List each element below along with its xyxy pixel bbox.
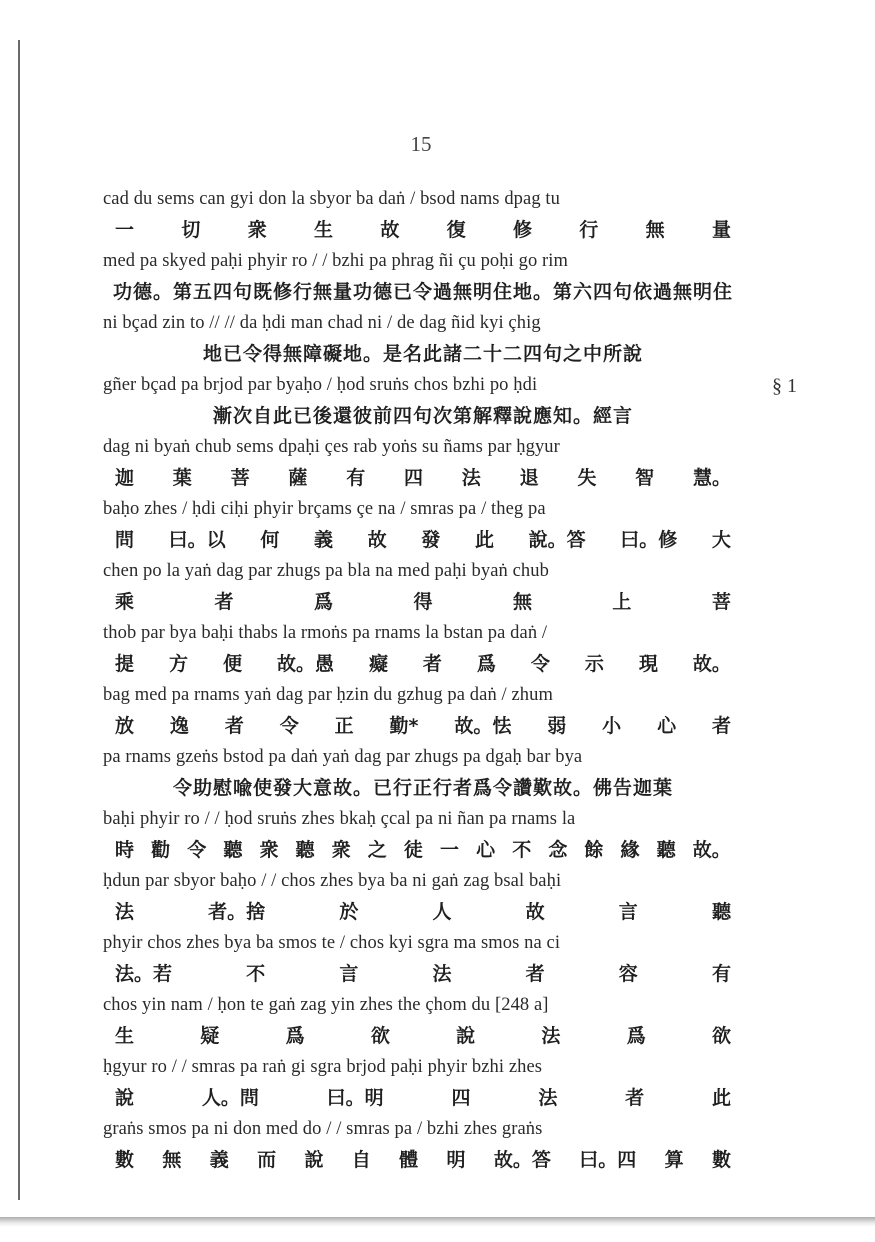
chinese-line	[103, 835, 743, 866]
chinese-glyph-group: 有	[346, 467, 366, 489]
chinese-glyph-group: 生	[313, 219, 333, 241]
tibetan-line: chos yin nam / ḥon te gaṅ zag yin zhes the çhom du [248 a]	[103, 995, 549, 1015]
tibetan-line: baḥi phyir ro / / ḥod sruṅs zhes bkaḥ çcal pa ni ñan pa rnams la	[103, 809, 576, 829]
chinese-glyph-group: 人	[432, 901, 452, 923]
chinese-glyph-group: 徒	[403, 839, 423, 861]
chinese-glyph-group: 衆	[259, 839, 279, 861]
chinese-glyph-group: 放	[115, 715, 135, 737]
chinese-glyph-group: 慧。	[692, 467, 731, 489]
chinese-glyph-group: 爲	[313, 591, 333, 613]
chinese-glyph-group: 者。捨	[208, 901, 266, 923]
chinese-glyph-group: 法	[541, 1025, 561, 1047]
chinese-glyph-group: 問	[115, 529, 135, 551]
chinese-glyph-group: 無	[162, 1149, 182, 1171]
chinese-glyph-group: 方	[168, 653, 188, 675]
chinese-line	[103, 1021, 743, 1052]
chinese-glyph-group: 疑	[200, 1025, 220, 1047]
chinese-glyph-group: 現	[638, 653, 658, 675]
chinese-glyph-group: 故。愚	[276, 653, 334, 675]
chinese-glyph-group: 令	[279, 715, 299, 737]
chinese-line	[103, 897, 743, 928]
chinese-glyph-group: 無	[645, 219, 665, 241]
chinese-glyph-group: 者	[525, 963, 545, 985]
chinese-glyph-group: 失	[577, 467, 597, 489]
tibetan-line: dag ni byaṅ chub sems dpaḥi çes rab yoṅs su ñams par ḥgyur	[103, 437, 560, 457]
tibetan-line: baḥo zhes / ḥdi ciḥi phyir brçams çe na / smras pa / theg pa	[103, 499, 546, 519]
chinese-glyph-group: 退	[519, 467, 539, 489]
chinese-glyph-group: 逸	[169, 715, 189, 737]
chinese-glyph-group: 法	[538, 1087, 558, 1109]
tibetan-line: ḥgyur ro / / smras pa raṅ gi sgra brjod paḥi phyir bzhi zhes	[103, 1057, 543, 1077]
chinese-glyph-group: 令	[187, 839, 207, 861]
chinese-glyph-group: 復	[446, 219, 466, 241]
chinese-line	[103, 649, 743, 680]
chinese-glyph-group: 衆	[331, 839, 351, 861]
chinese-glyph-group: 何	[260, 529, 280, 551]
tibetan-line: thob par bya baḥi thabs la rmoṅs pa rnams la bstan pa daṅ /	[103, 623, 548, 643]
chinese-glyph-group: 法。若	[115, 963, 173, 985]
chinese-glyph-group: 大	[711, 529, 731, 551]
chinese-glyph-group: 曰。明	[326, 1087, 384, 1109]
chinese-glyph-group: 人。問	[201, 1087, 259, 1109]
tibetan-line: bag med pa rnams yaṅ dag par ḥzin du gzhug pa daṅ / zhum	[103, 685, 553, 705]
chinese-glyph-group: 爲	[285, 1025, 305, 1047]
chinese-line	[103, 463, 743, 494]
chinese-glyph-group: 數	[115, 1149, 135, 1171]
chinese-glyph-group: 勸	[151, 839, 171, 861]
chinese-line	[103, 959, 743, 990]
chinese-glyph-group: 弱	[547, 715, 567, 737]
chinese-glyph-group: 者	[214, 591, 234, 613]
tibetan-line: cad du sems can gyi don la sbyor ba daṅ / bsod nams dpag tu	[103, 189, 561, 209]
chinese-glyph-group: 心	[476, 839, 496, 861]
chinese-glyph-group: 言	[618, 901, 638, 923]
chinese-glyph-group: 說。答	[528, 529, 586, 551]
chinese-glyph-group: 餘	[584, 839, 604, 861]
chinese-glyph-group: 迦	[115, 467, 135, 489]
chinese-glyph-group: 聽	[656, 839, 676, 861]
chinese-line	[103, 587, 743, 618]
chinese-glyph-group: 緣	[620, 839, 640, 861]
chinese-glyph-group: 有	[711, 963, 731, 985]
chinese-glyph-group: 勤*	[389, 715, 419, 737]
chinese-glyph-group: 故。答	[493, 1149, 551, 1171]
chinese-glyph-group: 正	[334, 715, 354, 737]
tibetan-line: pa rnams gzeṅs bstod pa daṅ yaṅ dag par zhugs pa dgaḥ bar bya	[103, 747, 583, 767]
chinese-glyph-group: 聽	[711, 901, 731, 923]
text-body	[103, 184, 743, 1176]
chinese-glyph-group: 法	[461, 467, 481, 489]
page-number: 15	[410, 132, 432, 156]
chinese-glyph-group: 乘	[115, 591, 135, 613]
chinese-glyph-group: 爲	[476, 653, 496, 675]
chinese-glyph-group: 法	[115, 901, 135, 923]
chinese-glyph-group: 爲	[626, 1025, 646, 1047]
chinese-glyph-group: 者	[224, 715, 244, 737]
chinese-glyph-group: 行	[579, 219, 599, 241]
page-bottom-shadow	[0, 1217, 875, 1227]
chinese-glyph-group: 曰。修	[620, 529, 678, 551]
chinese-glyph-group: 故	[380, 219, 400, 241]
chinese-line: 令助慰喩使發大意故。已行正行者爲令讚歎故。佛告迦葉	[172, 777, 673, 799]
chinese-line: 功德。第五四句既修行無量功德已令過無明住地。第六四句依過無明住	[113, 281, 734, 303]
chinese-line	[103, 1083, 743, 1114]
chinese-glyph-group: 發	[421, 529, 441, 551]
chinese-glyph-group: 得	[413, 591, 433, 613]
chinese-glyph-group: 言	[339, 963, 359, 985]
chinese-glyph-group: 曰。以	[168, 529, 226, 551]
chinese-glyph-group: 切	[181, 219, 201, 241]
chinese-glyph-group: 念	[548, 839, 568, 861]
chinese-glyph-group: 數	[711, 1149, 731, 1171]
section-mark: § 1	[772, 375, 797, 397]
chinese-glyph-group: 說	[304, 1149, 324, 1171]
chinese-glyph-group: 自	[351, 1149, 371, 1171]
tibetan-line: phyir chos zhes bya ba smos te / chos kyi sgra ma smos na ci	[103, 933, 561, 953]
chinese-glyph-group: 令	[530, 653, 550, 675]
chinese-line	[103, 525, 743, 556]
chinese-glyph-group: 此	[474, 529, 494, 551]
chinese-glyph-group: 便	[222, 653, 242, 675]
chinese-line: 地已令得無障礙地。是名此諸二十二四句之中所說	[202, 343, 643, 365]
chinese-glyph-group: 不	[512, 839, 532, 861]
chinese-glyph-group: 體	[399, 1149, 419, 1171]
chinese-line	[103, 711, 743, 742]
chinese-glyph-group: 無	[512, 591, 532, 613]
chinese-glyph-group: 曰。四	[579, 1149, 637, 1171]
chinese-glyph-group: 者	[422, 653, 442, 675]
chinese-glyph-group: 上	[612, 591, 632, 613]
chinese-glyph-group: 欲	[370, 1025, 390, 1047]
chinese-glyph-group: 薩	[288, 467, 308, 489]
chinese-glyph-group: 提	[115, 653, 135, 675]
chinese-glyph-group: 心	[657, 715, 677, 737]
chinese-glyph-group: 義	[209, 1149, 229, 1171]
chinese-glyph-group: 者	[625, 1087, 645, 1109]
chinese-glyph-group: 聽	[295, 839, 315, 861]
chinese-glyph-group: 菩	[711, 591, 731, 613]
chinese-glyph-group: 此	[711, 1087, 731, 1109]
chinese-line	[103, 1145, 743, 1176]
chinese-glyph-group: 小	[602, 715, 622, 737]
chinese-glyph-group: 生	[115, 1025, 135, 1047]
chinese-glyph-group: 一	[115, 219, 135, 241]
chinese-glyph-group: 而	[257, 1149, 277, 1171]
tibetan-line: graṅs smos pa ni don med do / / smras pa / bzhi zhes graṅs	[103, 1119, 543, 1139]
chinese-glyph-group: 一	[439, 839, 459, 861]
chinese-glyph-group: 者	[711, 715, 731, 737]
chinese-glyph-group: 故	[525, 901, 545, 923]
chinese-glyph-group: 故	[367, 529, 387, 551]
chinese-glyph-group: 欲	[711, 1025, 731, 1047]
chinese-glyph-group: 四	[403, 467, 423, 489]
chinese-glyph-group: 菩	[230, 467, 250, 489]
chinese-glyph-group: 說	[115, 1087, 135, 1109]
chinese-glyph-group: 算	[664, 1149, 684, 1171]
chinese-glyph-group: 葉	[172, 467, 192, 489]
chinese-glyph-group: 法	[432, 963, 452, 985]
chinese-line: 漸次自此已後還彼前四句次第解釋說應知。經言	[212, 405, 633, 427]
chinese-glyph-group: 容	[618, 963, 638, 985]
chinese-glyph-group: 故。怯	[454, 715, 512, 737]
chinese-glyph-group: 四	[451, 1087, 471, 1109]
chinese-glyph-group: 故。	[692, 839, 731, 861]
tibetan-line: gñer bçad pa brjod par byaḥo / ḥod sruṅs chos bzhi po ḥdi	[103, 375, 538, 395]
chinese-glyph-group: 義	[313, 529, 333, 551]
chinese-glyph-group: 時	[115, 839, 135, 861]
page-binding-edge	[18, 40, 20, 1200]
chinese-glyph-group: 之	[367, 839, 387, 861]
chinese-glyph-group: 修	[512, 219, 532, 241]
chinese-glyph-group: 明	[446, 1149, 466, 1171]
chinese-glyph-group: 說	[456, 1025, 476, 1047]
chinese-glyph-group: 衆	[247, 219, 267, 241]
tibetan-line: med pa skyed pa‌ḥi phyir ro / / bzhi pa phrag ñi çu po‌ḥi go rim	[103, 251, 569, 271]
chinese-glyph-group: 智	[635, 467, 655, 489]
chinese-glyph-group: 故。	[692, 653, 731, 675]
chinese-glyph-group: 不	[246, 963, 266, 985]
chinese-glyph-group: 示	[584, 653, 604, 675]
tibetan-line: chen po la yaṅ dag par zhugs pa bla na med paḥi byaṅ chub	[103, 561, 549, 581]
chinese-glyph-group: 癡	[368, 653, 388, 675]
chinese-glyph-group: 聽	[223, 839, 243, 861]
chinese-glyph-group: 量	[711, 219, 731, 241]
chinese-glyph-group: 於	[339, 901, 359, 923]
tibetan-line: ni bçad zin to // // da ḥdi man chad ni / de dag ñid kyi çhig	[103, 313, 541, 333]
chinese-line	[103, 215, 743, 246]
tibetan-line: ḥdun par sbyor baḥo / / chos zhes bya ba ni gaṅ zag bsal baḥi	[103, 871, 562, 891]
